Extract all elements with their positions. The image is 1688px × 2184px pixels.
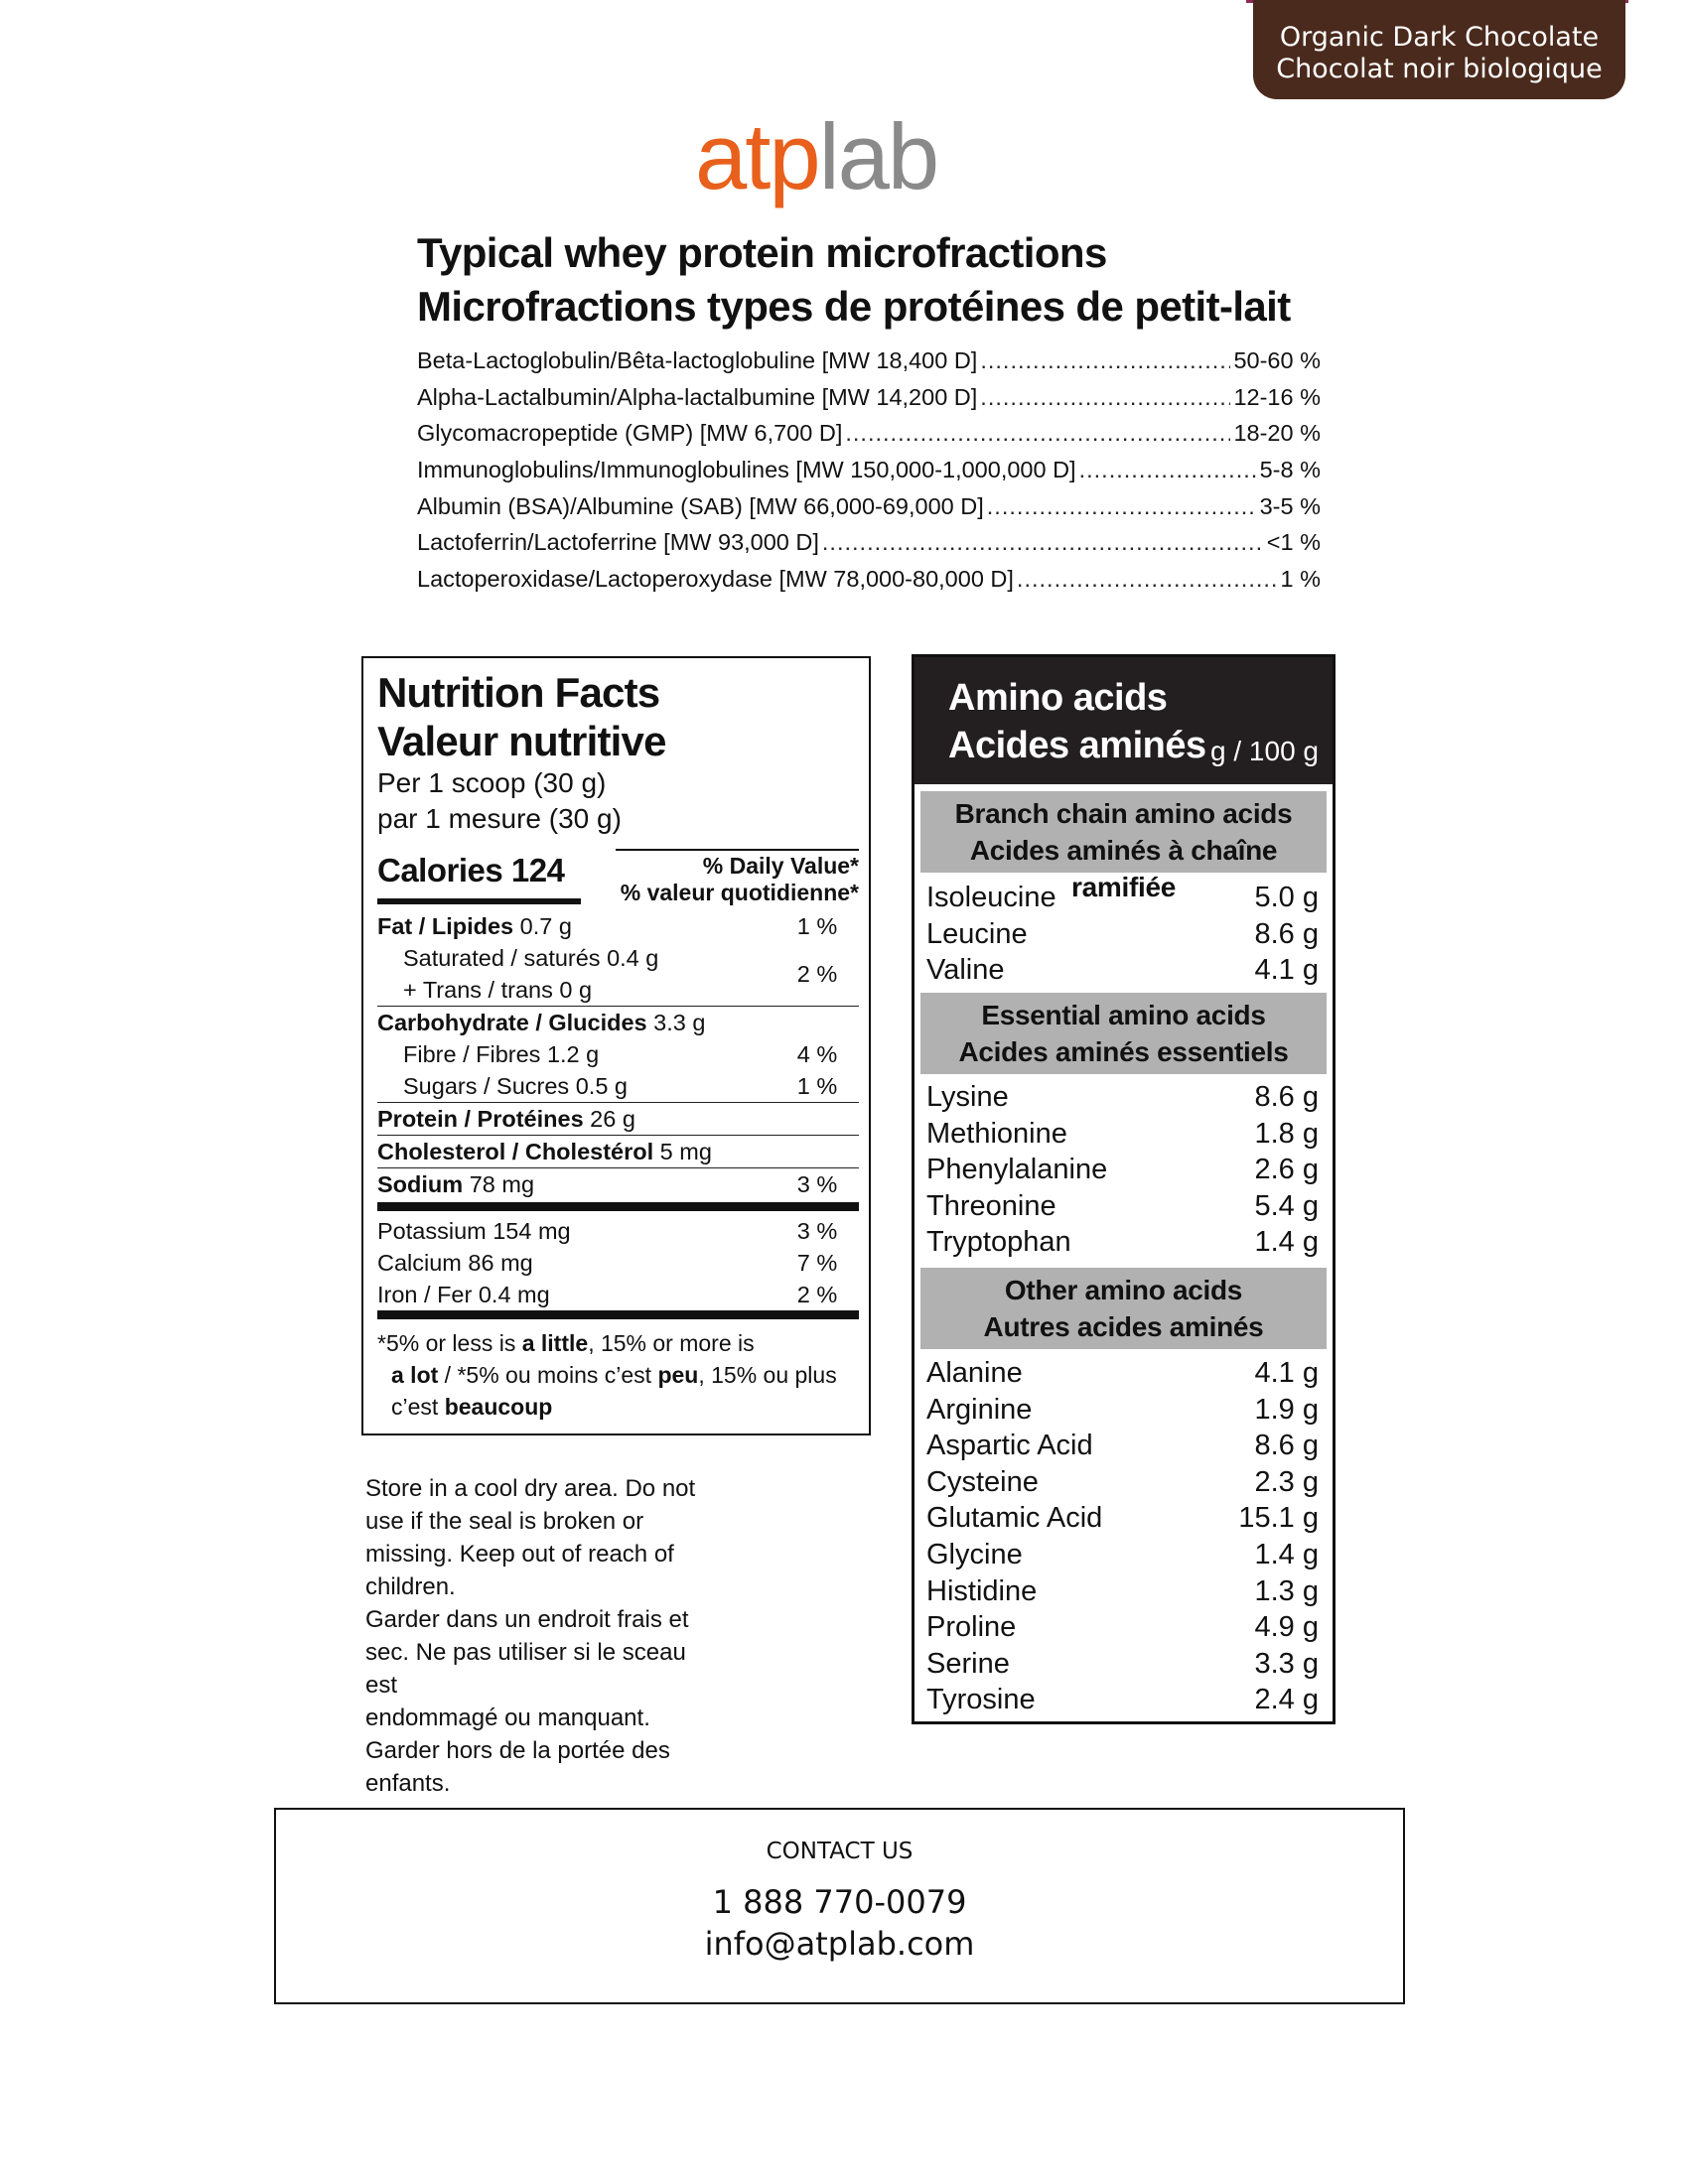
amino-list-other <box>926 1355 1319 1718</box>
microfractions-title-fr: Microfractions types de protéines de petit-lait <box>417 283 1291 330</box>
section-header-branch-chain: Branch chain amino acids Acides aminés à chaîne ramifiée <box>920 791 1327 873</box>
amino-row: Glutamic Acid 15.1 g <box>926 1502 1319 1535</box>
amino-row: Serine 3.3 g <box>926 1647 1319 1680</box>
amino-row: Tyrosine 2.4 g <box>926 1684 1319 1716</box>
amino-row: Arginine 1.9 g <box>926 1393 1319 1426</box>
serving-size-en: Per 1 scoop (30 g) <box>377 767 607 798</box>
amino-acids-header <box>914 657 1333 784</box>
flavor-tab <box>1253 0 1625 99</box>
amino-title-fr: Acides aminés <box>948 725 1206 766</box>
nutrient-row-protein: Protein / Protéines 26 g <box>377 1106 635 1132</box>
amino-acids-panel <box>912 654 1336 1724</box>
amino-row: Threonine 5.4 g <box>926 1189 1319 1222</box>
microfraction-row: Lactoperoxidase/Lactoperoxydase [MW 78,000-80,000 D] ..... 1 % <box>417 561 1321 598</box>
nutrient-row-fat: Fat / Lipides 0.7 g 1 % <box>377 913 838 939</box>
contact-box <box>274 1808 1405 2004</box>
flavor-en: Organic Dark Chocolate <box>1279 22 1600 53</box>
nutrient-row-saturated-trans: Saturated / saturés 0.4 g + Trans / trans 0 g 2 % <box>403 945 838 1003</box>
nutrient-row-sodium: Sodium 78 mg 3 % <box>377 1171 838 1197</box>
amino-list-essential <box>926 1079 1319 1261</box>
amino-row: Cysteine 2.3 g <box>926 1465 1319 1498</box>
microfraction-row: Beta-Lactoglobulin/Bêta-lactoglobuline [MW 18,400 D] ..... 50-60 % <box>417 342 1321 379</box>
nutrient-row-cholesterol: Cholesterol / Cholestérol 5 mg <box>377 1139 712 1164</box>
microfraction-row: Glycomacropeptide (GMP) [MW 6,700 D] ..... 18-20 % <box>417 415 1321 452</box>
section-header-other: Other amino acids Autres acides aminés <box>920 1268 1327 1349</box>
contact-title: CONTACT US <box>766 1839 914 1864</box>
amino-row: Leucine 8.6 g <box>926 917 1319 950</box>
flavor-fr: Chocolat noir biologique <box>1276 54 1603 84</box>
atplab-logo: atplab <box>695 104 938 208</box>
daily-value-footnote: *5% or less is a little, 15% or more is a lot / *5% ou moins c’est peu, 15% ou plus c’est beaucoup <box>377 1330 837 1420</box>
microfraction-row: Immunoglobulins/Immunoglobulines [MW 150,000-1,000,000 D] ..... 5-8 % <box>417 452 1321 488</box>
nutrition-title-fr: Valeur nutritive <box>377 718 666 764</box>
microfractions-title-en: Typical whey protein microfractions <box>417 229 1107 276</box>
nutrient-row-carbohydrate: Carbohydrate / Glucides 3.3 g <box>377 1010 706 1035</box>
daily-value-header: % Daily Value* % valeur quotidienne* <box>620 853 859 905</box>
amino-row: Tryptophan 1.4 g <box>926 1226 1319 1259</box>
microfraction-row: Albumin (BSA)/Albumine (SAB) [MW 66,000-69,000 D] ..... 3-5 % <box>417 488 1321 525</box>
amino-row: Methionine 1.8 g <box>926 1117 1319 1150</box>
storage-instructions: Store in a cool dry area. Do not use if the seal is broken or missing. Keep out of reach of children. Garder dans un endroit frais et sec. Ne pas utiliser si le sceau est endommagé ou manquant. Garder hors de la portée des enfants. <box>365 1475 696 1797</box>
amino-row: Glycine 1.4 g <box>926 1538 1319 1570</box>
nutrient-row-iron: Iron / Fer 0.4 mg 2 % <box>377 1282 838 1307</box>
amino-list-branch-chain <box>926 880 1319 989</box>
amino-title-en: Amino acids <box>948 677 1168 719</box>
amino-unit: g / 100 g <box>1210 736 1319 766</box>
nutrition-title-en: Nutrition Facts <box>377 669 660 716</box>
nutrient-row-potassium: Potassium 154 mg 3 % <box>377 1218 838 1244</box>
microfraction-row: Alpha-Lactalbumin/Alpha-lactalbumine [MW 14,200 D] ..... 12-16 % <box>417 379 1321 416</box>
amino-row: Proline 4.9 g <box>926 1611 1319 1644</box>
nutrition-facts-panel <box>361 656 871 1435</box>
section-header-essential: Essential amino acids Acides aminés essentiels <box>920 993 1327 1074</box>
amino-row: Histidine 1.3 g <box>926 1574 1319 1607</box>
amino-row: Isoleucine 5.0 g <box>926 882 1319 913</box>
nutrient-row-sugars: Sugars / Sucres 0.5 g 1 % <box>403 1073 838 1099</box>
contact-email[interactable]: info@atplab.com <box>704 1925 975 1963</box>
nutrient-row-fibre: Fibre / Fibres 1.2 g 4 % <box>403 1041 838 1067</box>
amino-row: Aspartic Acid 8.6 g <box>926 1430 1319 1462</box>
microfraction-row: Lactoferrin/Lactoferrine [MW 93,000 D] ..... <1 % <box>417 524 1321 561</box>
serving-size-fr: par 1 mesure (30 g) <box>377 803 622 834</box>
amino-row: Phenylalanine 2.6 g <box>926 1154 1319 1186</box>
calories: Calories 124 <box>377 852 565 888</box>
amino-row: Alanine 4.1 g <box>926 1357 1319 1389</box>
microfractions-list <box>417 342 1321 598</box>
contact-phone[interactable]: 1 888 770-0079 <box>712 1883 967 1921</box>
amino-row: Valine 4.1 g <box>926 954 1319 987</box>
amino-row: Lysine 8.6 g <box>926 1081 1319 1113</box>
nutrient-row-calcium: Calcium 86 mg 7 % <box>377 1250 838 1276</box>
